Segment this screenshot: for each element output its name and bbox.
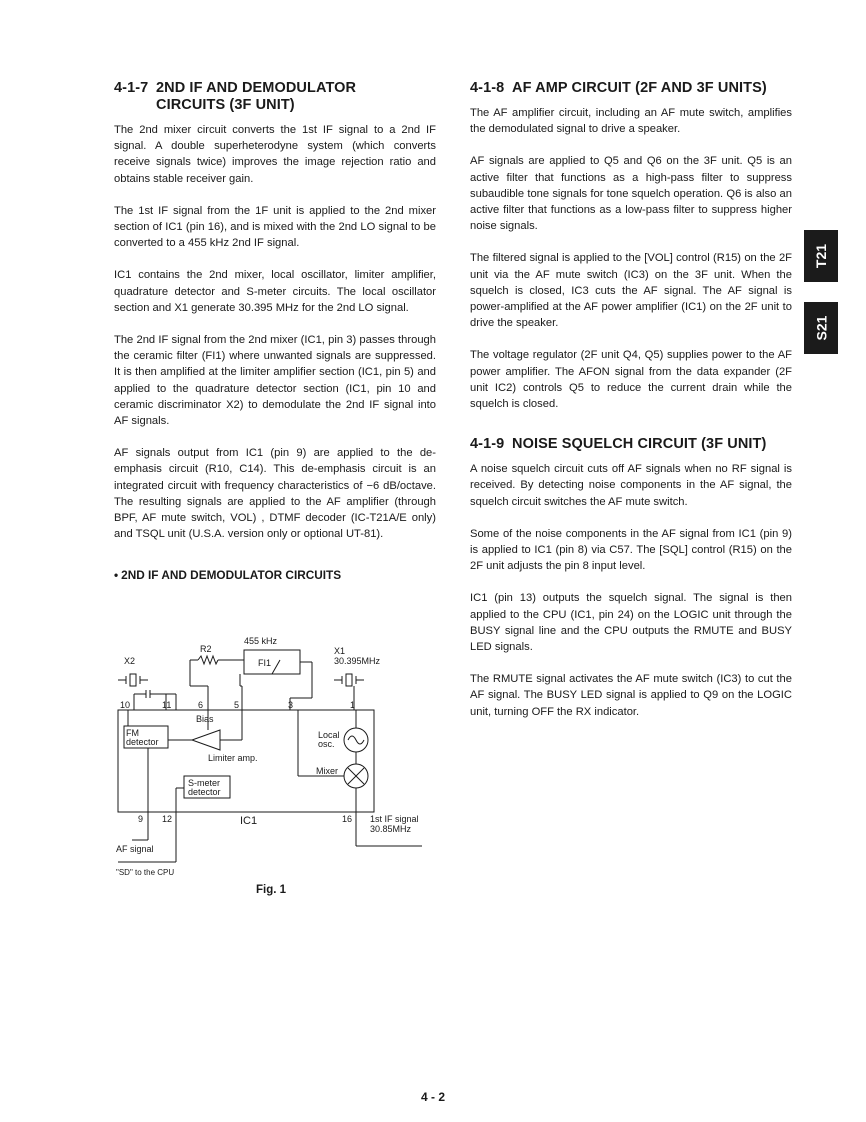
section-number: 4-1-8	[470, 80, 505, 96]
tab-t21	[804, 230, 838, 282]
label-pin-6: 6	[198, 700, 204, 710]
label-fi1: FI1	[258, 658, 272, 668]
right-column	[470, 80, 792, 736]
label-pin-3: 3	[288, 700, 294, 710]
label-pin-16: 16	[342, 814, 353, 824]
label-pin-5: 5	[234, 700, 240, 710]
label-455khz: 455 kHz	[244, 636, 278, 646]
label-fm-detector: detector	[126, 737, 159, 747]
label-smeter-detector: detector	[188, 787, 221, 797]
paragraph: IC1 contains the 2nd mixer, local oscillator, limiter amplifier, quadrature detector and S-meter circuits. The local oscillator section and X1 generate 30.395 MHz for the 2nd LO signal.	[114, 269, 436, 314]
paragraph: The 1st IF signal from the 1F unit is applied to the 2nd mixer section of IC1 (pin 16), and is mixed with the 2nd LO signal to be converted to a 455 kHz 2nd IF signal.	[114, 204, 436, 250]
label-pin-9: 9	[138, 814, 144, 824]
section-heading-4-1-8	[470, 80, 792, 97]
section-title-line1: 2ND IF AND DEMODULATOR	[156, 80, 357, 96]
block-diagram	[112, 630, 432, 880]
label-mixer: Mixer	[316, 766, 338, 776]
paragraph: AF signals output from IC1 (pin 9) are applied to the de-emphasis circuit (R10, C14). This de-emphasis circuit is an integrated circuit with frequency characteristics of −6 dB/octave. The resulting signals are applied to the AF amplifier (through BPF, AF mute switch, VOL) , DTMF decoder (IC-T21A/E only) and TSQL unit (U.S.A. version only or optional UT-81).	[114, 447, 436, 541]
section-heading-4-1-9	[470, 436, 792, 453]
tab-s21-label: S21	[812, 315, 829, 341]
paragraph: The filtered signal is applied to the [VOL] control (R15) on the 2F unit via the AF mute switch (IC3) on the 3F unit. When the squelch is closed, IC3 cuts the AF signal. The AF signal is power-amplified at the AF power amplifier (IC1) on the 2F unit to drive the speaker.	[470, 252, 792, 330]
paragraph: Some of the noise components in the AF signal from IC1 (pin 9) is applied to IC1 (pin 8) via C57. The [SQL] control (R15) on the 2F unit adjusts the pin 8 input level.	[470, 527, 792, 573]
label-sd-cpu: "SD" to the CPU	[116, 868, 175, 877]
paragraph: The AF amplifier circuit, including an AF mute switch, amplifies the demodulated signal to drive a speaker.	[470, 107, 792, 136]
paragraph: IC1 (pin 13) outputs the squelch signal. The signal is then applied to the CPU (IC1, pin 24) on the LOGIC unit through the BUSY signal line and the CPU outputs the RMUTE and BUSY LED signals.	[470, 592, 792, 654]
label-local: Local	[318, 730, 340, 740]
resistor-r2	[198, 656, 218, 664]
label-fm: FM	[126, 728, 139, 738]
label-pin-11: 11	[162, 700, 172, 710]
figure-heading-text: 2ND IF AND DEMODULATOR CIRCUITS	[121, 568, 342, 583]
section-title: AF AMP CIRCUIT (2F AND 3F UNITS)	[512, 80, 767, 96]
paragraph: AF signals are applied to Q5 and Q6 on the 3F unit. Q5 is an active filter that functions as a high-pass filter to suppress subaudible tone signals for tone squelch operation. Q6 is also an active filter that functions as a low-pass filter to suppress higher noise signals.	[470, 155, 792, 233]
section-title-line2: CIRCUITS (3F UNIT)	[156, 97, 295, 113]
bullet: •	[114, 568, 119, 583]
section-number: 4-1-9	[470, 436, 505, 453]
label-bias: Bias	[196, 714, 214, 724]
diagram-svg	[112, 630, 432, 880]
label-x1: X1	[334, 646, 346, 656]
tab-t21-label: T21	[813, 243, 829, 269]
paragraph: The RMUTE signal activates the AF mute switch (IC3) to cut the AF signal. The BUSY LED signal is applied to Q9 on the LOGIC unit, turning OFF the RX indicator.	[470, 673, 792, 718]
limiter-amp-triangle	[192, 730, 220, 750]
section-title: NOISE SQUELCH CIRCUIT (3F UNIT)	[512, 436, 767, 453]
section-number: 4-1-7	[114, 80, 149, 96]
paragraph: A noise squelch circuit cuts off AF signals when no RF signal is received. By detecting noise components in the AF signal, the squelch circuit switches the AF mute switch.	[470, 463, 792, 508]
label-x2: X2	[124, 656, 136, 666]
label-af-signal: AF signal	[116, 844, 154, 854]
paragraph: The 2nd mixer circuit converts the 1st IF signal to a 2nd IF signal. A double superheterodyne system (which converts receive signals twice) improves the image rejection ratio and obtains stable receiver gain.	[114, 124, 436, 185]
label-pin-12: 12	[162, 814, 173, 824]
tab-s21	[804, 302, 838, 354]
label-1st-if: 1st IF signal	[370, 814, 419, 824]
label-pin-10: 10	[120, 700, 131, 710]
page-number: 4 - 2	[420, 1090, 445, 1104]
label-pin-1: 1	[350, 700, 356, 710]
paragraph: The voltage regulator (2F unit Q4, Q5) supplies power to the AF power amplifier. The AFON signal from the data expander (2F unit IC2) controls Q5 to reduce the current drain while the squelch is closed.	[470, 349, 792, 411]
label-1st-if-freq: 30.85MHz	[370, 824, 412, 834]
label-smeter: S-meter	[188, 778, 221, 788]
filter-fi1	[244, 650, 300, 674]
label-r2: R2	[200, 644, 212, 654]
figure-caption: Fig. 1	[256, 884, 287, 896]
section-heading-4-1-7	[114, 80, 436, 114]
label-ic1: IC1	[240, 815, 258, 827]
label-limiter-amp: Limiter amp.	[208, 753, 258, 763]
label-x1-freq: 30.395MHz	[334, 656, 381, 666]
figure-heading	[114, 568, 436, 582]
label-osc: osc.	[318, 739, 335, 749]
left-column	[114, 80, 436, 582]
paragraph: The 2nd IF signal from the 2nd mixer (IC1, pin 3) passes through the ceramic filter (FI1) where unwanted signals are suppressed. It is then amplified at the limiter amplifier section (IC1, pin 5) and applied to the quadrature detector section (IC1, pin 10 and ceramic discriminator X2) to demodulate the 2nd IF signal into AF signals.	[114, 334, 436, 428]
